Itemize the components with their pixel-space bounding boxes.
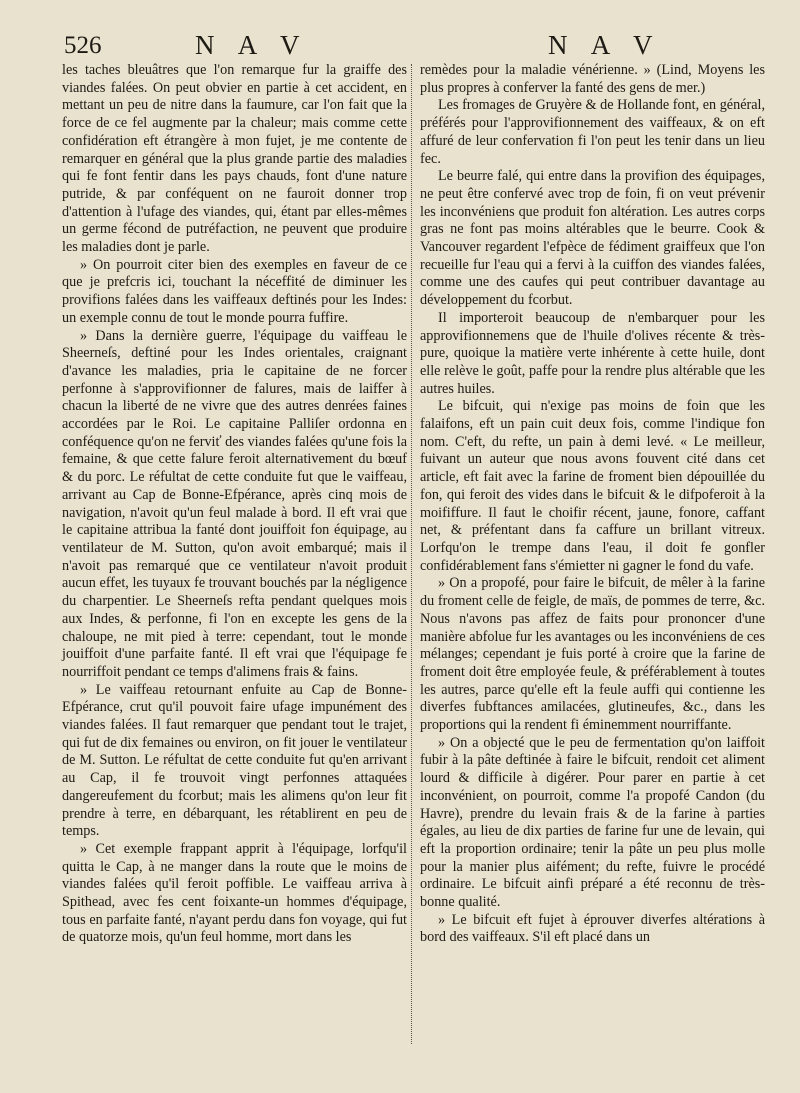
right-column bbox=[420, 62, 765, 947]
paragraph: remèdes pour la maladie vénérienne. » (Lind, Moyens les plus propres à conferver la fanté des gens de mer.) bbox=[420, 62, 765, 96]
paragraph: Il importeroit beaucoup de n'embarquer pour les approvifionnemens que de l'huile d'olives récente & très-pure, quoique la matière verte inhérente à cette huile, dont elle relève le goût, paffe pour la rendre plus altérable que les autres huiles. bbox=[420, 309, 765, 397]
paragraph: » Le bifcuit eft fujet à éprouver diverfes altérations à bord des vaiffeaux. S'il eft placé dans un bbox=[420, 911, 765, 946]
paragraph: » On a objecté que le peu de fermentation qu'on laiffoit fubir à la pâte deftinée à faire le bifcuit, rendoit cet aliment lourd & difficile à digérer. Pour parer en partie à cet inconvénient, on pourroit, comme l'a propofé Candon (du Havre), prendre du levain frais & de la farine à parties égales, au lieu de dix parties de farine fur une de levain, qui eft la proportion ordinaire; tenir la pâte un peu plus molle pour la manier plus aifément; du refte, fuivre le procédé ordinaire. Le bifcuit ainfi préparé a été reconnu de très-bonne qualité. bbox=[420, 734, 765, 911]
paragraph: » Dans la dernière guerre, l'équipage du vaiffeau le Sheerneſs, deftiné pour les Indes orientales, craignant d'avance les maladies, pria le capitaine de ne forcer perfonne à s'approvifionner de falures, mais de laiffer à chacun la liberté de ne vivre que des autres denrées faines accordées par le Roi. Le capitaine Palliſer ordonna en conféquence qu'on ne ferviť des viandes falées qu'une fois la femaine, & que cette falure feroit alternativement du bœuf & du porc. Le réfultat de cette conduite fut que le vaiffeau, arrivant au Cap de Bonne-Efpérance, après cinq mois de navigation, n'avoit qu'un feul malade à bord. Il eft vrai que le capitaine attribua la fanté dont jouiffoit fon équipage, au ventilateur de M. Sutton, qu'on avoit embarqué; mais il n'avoit pas remarqué que ce ventilateur n'avoit produit aucun effet, les tuyaux fe trouvant bouchés par la négligence du charpentier. Le Sheerneſs refta pendant quelques mois aux Indes, & perfonne, fi l'on en excepte les gens de la chaloupe, ne mit pied à terre: cependant, tout le monde jouiffoit d'une parfaite fanté. Il eft vrai que l'équipage fe nourriffoit pendant ce temps d'alimens frais & fains. bbox=[62, 327, 407, 680]
running-head-left: N A V bbox=[195, 30, 309, 60]
paragraph: » Cet exemple frappant apprit à l'équipage, lorfqu'il quitta le Cap, à ne manger dans la route que le moins de viandes falées qu'il feroit poffible. Le vaiffeau arriva à Spithead, avec fes cent foixante-un hommes d'équipage, tous en parfaite fanté, n'ayant perdu dans fon voyage, qui fut de quatorze mois, qu'un feul homme, mort dans les bbox=[62, 840, 407, 946]
paragraph: » On pourroit citer bien des exemples en faveur de ce que je prefcris ici, touchant la néceffité de diminuer les provifions falées dans les vaiffeaux deftinés pour les Indes: un exemple connu de tout le monde pourra fuffire. bbox=[62, 256, 407, 326]
column-separator bbox=[411, 64, 412, 1044]
paragraph: » Le vaiffeau retournant enfuite au Cap de Bonne-Efpérance, crut qu'il pouvoit faire ufage impunément des viandes falées. Il faut remarquer que pendant tout le trajet, qui fut de dix femaines ou environ, on fit jouer le ventilateur de M. Sutton. Le réfultat de cette conduite fut qu'en arrivant au Cap, il fe trouvoit vingt perfonnes attaquées dangereufement du fcorbut; mais les alimens qu'on leur fit prendre à terre, en débarquant, les rétablirent en peu de temps. bbox=[62, 681, 407, 840]
paragraph: les taches bleuâtres que l'on remarque fur la graiffe des viandes falées. On peut obvier en partie à cet accident, en mettant un peu de nitre dans la faumure, car l'on fait que la force de ce fel augmente par la chaleur; mais comme cette confidération eft étrangère à mon fujet, je me contente de remarquer en général que la plus grande partie des maladies qui fe font fentir dans les pays chauds, font d'une nature putride, & par conféquent on ne fauroit donner trop d'attention à l'ufage des viandes, qui, étant par elles-mêmes un germe fécond de putréfaction, ne peuvent que produire les maladies dont je parle. bbox=[62, 62, 407, 256]
page-number: 526 bbox=[64, 32, 102, 59]
left-column bbox=[62, 62, 407, 947]
page-header bbox=[0, 30, 800, 64]
paragraph: » On a propofé, pour faire le bifcuit, de mêler à la farine du froment celle de feigle, de maïs, de pommes de terre, &c. Nous n'avons pas affez de faits pour prononcer d'une manière abfolue fur les avantages ou les inconvéniens de ces mélanges; cependant je fuis porté à croire que la farine de froment doit être employée feule, & préférablement à toutes les autres, parce qu'elle eft la feule auffi qui contienne les diverfes fubftances amilacées, glutineufes, &c., dans les proportions qui la rendent fi éminemment nourriffante. bbox=[420, 575, 765, 734]
paragraph: Le beurre falé, qui entre dans la provifion des équipages, ne peut être confervé avec trop de foin, fi on veut prévenir les inconvéniens que produit fon altération. Les autres corps gras ne font pas moins altérables que le beurre. Cook & Vancouver regardent l'efpèce de fédiment graiffeux que l'on recueille fur l'eau qui a fervi à la cuiffon des viandes falées, comme une des caufes qui peut contribuer davantage au développement du fcorbut. bbox=[420, 168, 765, 309]
paragraph: Les fromages de Gruyère & de Hollande font, en général, préférés pour l'approvifionnement des vaiffeaux, & on eft affuré de leur confervation fi l'on peut les tenir dans un lieu fec. bbox=[420, 97, 765, 167]
running-head-right: N A V bbox=[548, 30, 662, 60]
paragraph: Le bifcuit, qui n'exige pas moins de foin que les falaifons, eft un pain cuit deux fois, comme l'indique fon nom. C'eft, du refte, un pain à demi levé. « Le meilleur, fuivant un auteur que nous avons fouvent cité dans cet article, eft fait avec la farine de froment bien dépouillée du fon, qui feroit des vides dans le bifcuit & le difpoferoit à la moififfure. Il faut le choifir récent, jaune, fonore, caffant net, & préfentant dans fa caffure un brillant vitreux. Lorfqu'on le trempe dans l'eau, il doit fe gonfler confidérablement fans s'émietter ni gagner le fond du vafe. bbox=[420, 398, 765, 574]
